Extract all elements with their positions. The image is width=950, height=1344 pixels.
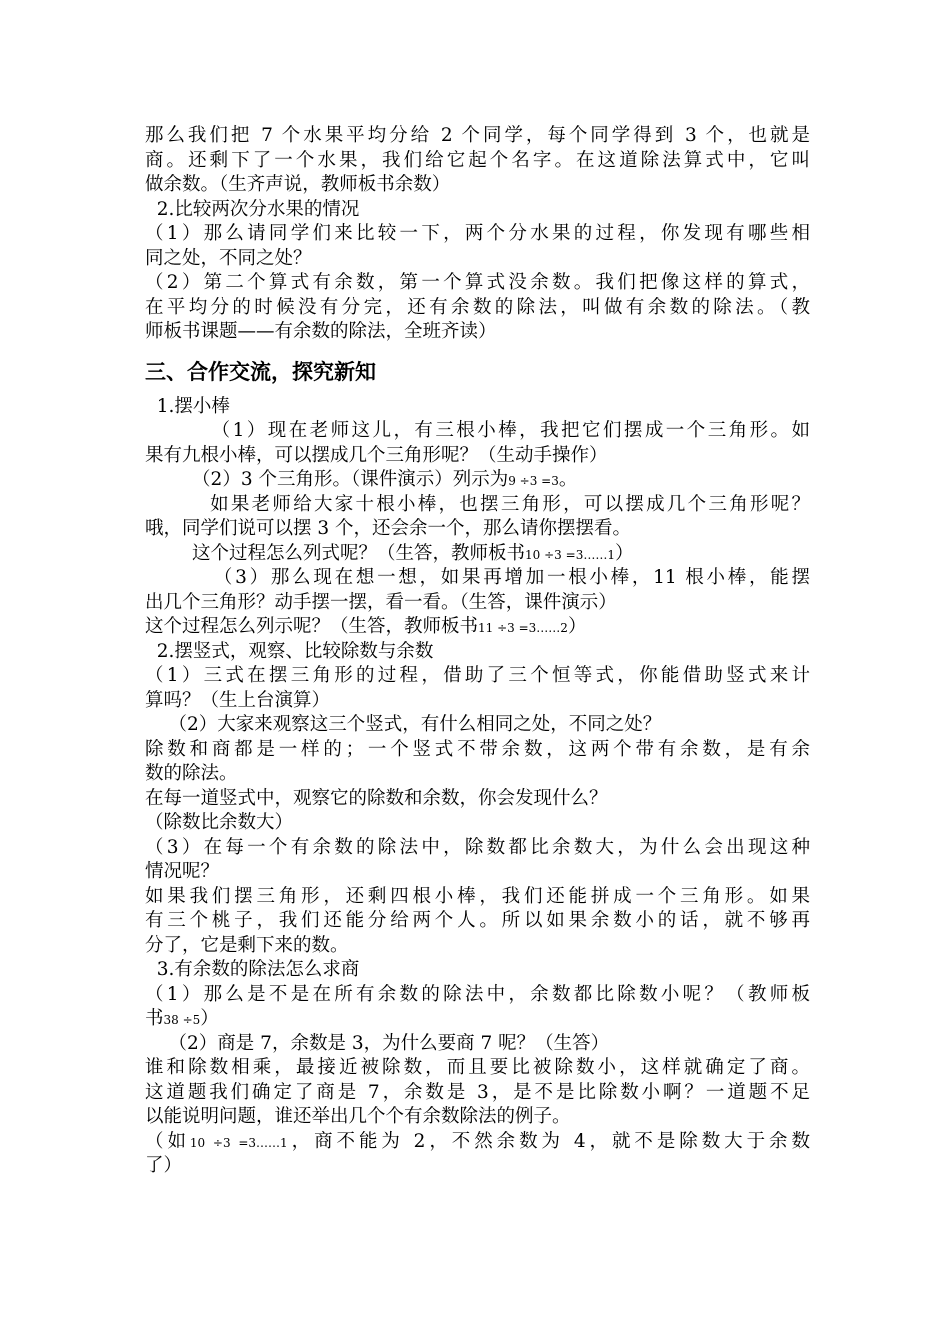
line-text: 除数和商都是一样的；一个竖式不带余数，这两个带有余数，是有余 — [145, 738, 810, 760]
section-heading: 三、合作交流，探究新知 — [145, 359, 376, 384]
text-line — [145, 320, 810, 345]
line-text: 这个过程怎么列示呢？（生答，教师板书 — [145, 616, 479, 637]
line-text: （2）大家来观察这三个竖式，有什么相同之处，不同之处？ — [145, 714, 662, 735]
line-text-after: ） — [614, 542, 634, 564]
line-text: 同之处，不同之处？ — [145, 247, 312, 269]
paragraph-block — [145, 124, 810, 345]
text-line — [145, 958, 810, 983]
line-text: 如果老师给大家十根小棒，也摆三角形，可以摆成几个三角形呢？ — [145, 493, 810, 515]
line-text: 这道题我们确定了商是 7，余数是 3，是不是比除数小啊？一道题不足 — [145, 1081, 810, 1103]
line-text: 如果我们摆三角形，还剩四根小棒，我们还能拼成一个三角形。如果 — [145, 885, 810, 907]
text-line — [145, 664, 810, 689]
text-line — [145, 296, 810, 321]
line-text: （1）那么是不是在所有余数的除法中，余数都比除数小呢？（教师板 — [145, 983, 810, 1005]
text-line — [145, 149, 810, 174]
line-text: 果有九根小棒，可以摆成几个三角形呢？（生动手操作） — [145, 444, 608, 466]
text-line — [145, 124, 810, 149]
text-line — [145, 591, 810, 616]
line-text: 那么我们把 7 个水果平均分给 2 个同学，每个同学得到 3 个，也就是 — [145, 125, 810, 146]
text-line — [145, 787, 810, 812]
text-line — [145, 198, 810, 223]
text-line — [145, 542, 810, 567]
text-line — [145, 468, 810, 493]
line-text: （1）那么请同学们来比较一下，两个分水果的过程，你发现有哪些相 — [145, 223, 810, 244]
line-text: （3）在每一个有余数的除法中，除数都比余数大，为什么会出现这种 — [145, 836, 810, 858]
text-line — [145, 860, 810, 885]
formula-text: 9 ÷3 =3 — [508, 474, 559, 488]
line-text: 书 — [145, 1008, 164, 1029]
line-text: 这个过程怎么列式呢？（生答，教师板书 — [145, 542, 526, 564]
line-text: 2.摆竖式，观察、比较除数与余数 — [145, 640, 434, 662]
text-line — [145, 1154, 810, 1179]
line-text: 商。还剩下了一个水果，我们给它起个名字。在这道除法算式中，它叫 — [145, 149, 810, 171]
line-text: 1.摆小棒 — [145, 395, 230, 417]
line-text: 出几个三角形？动手摆一摆，看一看。（生答，课件演示） — [145, 591, 617, 613]
line-text: 在平均分的时候没有分完，还有余数的除法，叫做有余数的除法。（教 — [145, 296, 810, 318]
line-text: （2）第二个算式有余数，第一个算式没余数。我们把像这样的算式， — [145, 272, 810, 293]
line-text-after: ，商不能为 2，不然余数为 4，就不是除数大于余数 — [287, 1130, 810, 1152]
line-text: 分了，它是剩下来的数。 — [145, 934, 349, 956]
text-line — [145, 493, 810, 518]
text-line — [145, 222, 810, 247]
line-text: 了） — [145, 1155, 183, 1176]
line-text: （如 — [145, 1130, 190, 1152]
line-text: 3.有余数的除法怎么求商 — [145, 959, 360, 980]
text-line — [145, 762, 810, 787]
formula-text: 38 ÷5 — [163, 1013, 201, 1027]
text-line — [145, 615, 810, 640]
formula-text: 10 ÷3 =3……1 — [189, 1135, 288, 1150]
text-line — [145, 1032, 810, 1057]
text-line — [145, 689, 810, 714]
text-line — [145, 444, 810, 469]
document-page — [145, 124, 810, 1179]
formula-text: 10 ÷3 =3……1 — [525, 547, 615, 562]
line-text: 有三个桃子，我们还能分给两个人。所以如果余数小的话，就不够再 — [145, 910, 810, 931]
text-line — [145, 640, 810, 665]
text-line — [145, 517, 810, 542]
line-text: （3）那么现在想一想，如果再增加一根小棒，11 根小棒，能摆 — [145, 567, 810, 588]
text-line — [145, 271, 810, 296]
line-text: （2）商是 7，余数是 3，为什么要商 7 呢？（生答） — [145, 1032, 610, 1054]
text-line — [145, 1130, 810, 1155]
line-text: 情况呢？ — [145, 861, 220, 882]
line-text: 算吗？（生上台演算） — [145, 689, 331, 711]
line-text-after: ） — [200, 1008, 219, 1029]
line-text: 在每一道竖式中，观察它的除数和余数，你会发现什么？ — [145, 787, 608, 809]
text-line — [145, 247, 810, 272]
text-line — [145, 909, 810, 934]
line-text: 做余数。（生齐声说，教师板书余数） — [145, 174, 451, 195]
text-line — [145, 836, 810, 861]
line-text: 数的除法。 — [145, 763, 238, 784]
line-text: （1）现在老师这儿，有三根小棒，我把它们摆成一个三角形。如 — [145, 420, 810, 441]
line-text: 谁和除数相乘，最接近被除数，而且要比被除数小，这样就确定了商。 — [145, 1057, 810, 1078]
text-line — [145, 983, 810, 1008]
line-text: 哦，同学们说可以摆 3 个，还会余一个，那么请你摆摆看。 — [145, 518, 632, 539]
line-text: （1）三式在摆三角形的过程，借助了三个恒等式，你能借助竖式来计 — [145, 665, 810, 686]
line-text: 师板书课题——有余数的除法，全班齐读） — [145, 321, 497, 342]
line-text: 以能说明问题，谁还举出几个个有余数除法的例子。 — [145, 1106, 571, 1127]
text-line — [145, 173, 810, 198]
text-line — [145, 713, 810, 738]
text-line — [145, 811, 810, 836]
text-line — [145, 1105, 810, 1130]
text-line — [145, 1056, 810, 1081]
line-text: 2.比较两次分水果的情况 — [145, 198, 360, 220]
line-text-after: 。 — [558, 469, 578, 490]
text-line — [145, 885, 810, 910]
text-line — [145, 1081, 810, 1106]
line-text: （2）3 个三角形。（课件演示）列示为 — [145, 469, 509, 490]
formula-text: 11 ÷3 =3……2 — [478, 621, 568, 635]
text-line — [145, 566, 810, 591]
paragraph-block — [145, 395, 810, 1179]
line-text: （除数比余数大） — [145, 812, 294, 833]
text-line — [145, 419, 810, 444]
text-line — [145, 934, 810, 959]
text-line — [145, 1007, 810, 1032]
line-text-after: ） — [567, 616, 587, 637]
text-line — [145, 395, 810, 420]
text-line — [145, 738, 810, 763]
